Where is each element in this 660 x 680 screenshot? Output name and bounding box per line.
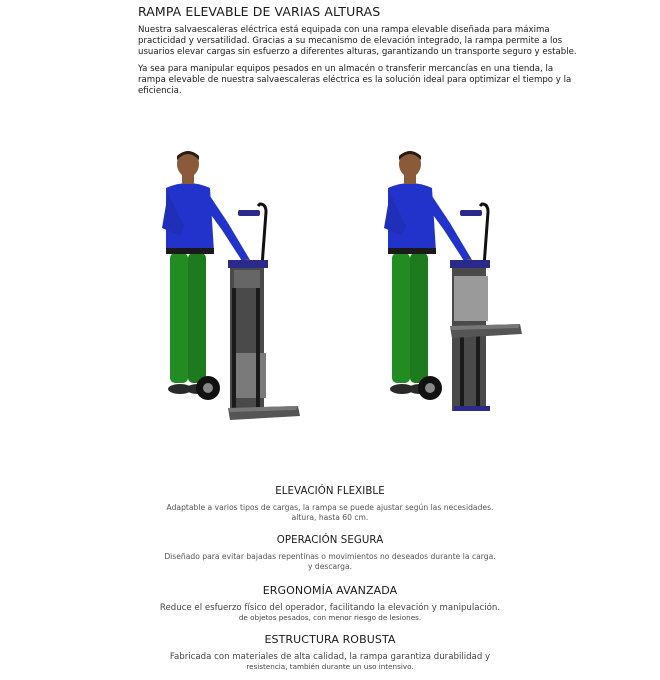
feature-line: y descarga. — [307, 562, 353, 571]
feature-advanced-ergonomics — [0, 582, 660, 631]
feature-title: ELEVACIÓN FLEXIBLE — [275, 486, 385, 497]
feature-description — [0, 652, 660, 672]
feature-line: resistencia, también durante un uso intensivo. — [246, 662, 414, 671]
intro-section — [138, 4, 578, 102]
feature-description — [0, 552, 660, 572]
intro-paragraph-2: Ya sea para manipular equipos pesados en un almacén o transferir mercancías en una tienda, la rampa elevable de nuestra salvaescaleras eléctrica es la solución ideal para optimizar el tiempo y la eficiencia. — [138, 63, 572, 97]
feature-line: altura, hasta 60 cm. — [291, 513, 369, 522]
feature-line: Reduce el esfuerzo físico del operador, facilitando la elevación y manipulación. — [159, 603, 501, 613]
feature-title: OPERACIÓN SEGURA — [276, 535, 384, 546]
feature-description — [0, 603, 660, 623]
features-list — [0, 484, 660, 680]
feature-safe-operation — [0, 533, 660, 582]
stairclimber-ramp-low-illustration — [158, 148, 308, 428]
feature-flexible-elevation — [0, 484, 660, 533]
section-title: RAMPA ELEVABLE DE VARIAS ALTURAS — [138, 4, 381, 19]
feature-title: ERGONOMÍA AVANZADA — [262, 584, 398, 597]
feature-line: de objetos pesados, con menor riesgo de lesiones. — [238, 613, 422, 622]
intro-paragraph-1: Nuestra salvaescaleras eléctrica está equipada con una rampa elevable diseñada para máxima practicidad y versatilidad. Gracias a su mecanismo de elevación integrado, la rampa permite a los usuarios elevar cargas sin esfuerzo a diferentes alturas, garantizando un transporte seguro y estable. — [138, 25, 577, 58]
feature-robust-structure — [0, 631, 660, 680]
stairclimber-ramp-high-illustration — [380, 148, 530, 428]
feature-title: ESTRUCTURA ROBUSTA — [264, 633, 396, 646]
feature-line: Adaptable a varios tipos de cargas, la rampa se puede ajustar según las necesidades. — [166, 503, 494, 512]
feature-description — [0, 503, 660, 523]
feature-line: Fabricada con materiales de alta calidad, la rampa garantiza durabilidad y — [169, 652, 491, 662]
feature-line: Diseñado para evitar bajadas repentinas o movimientos no deseados durante la carga. — [164, 552, 496, 561]
